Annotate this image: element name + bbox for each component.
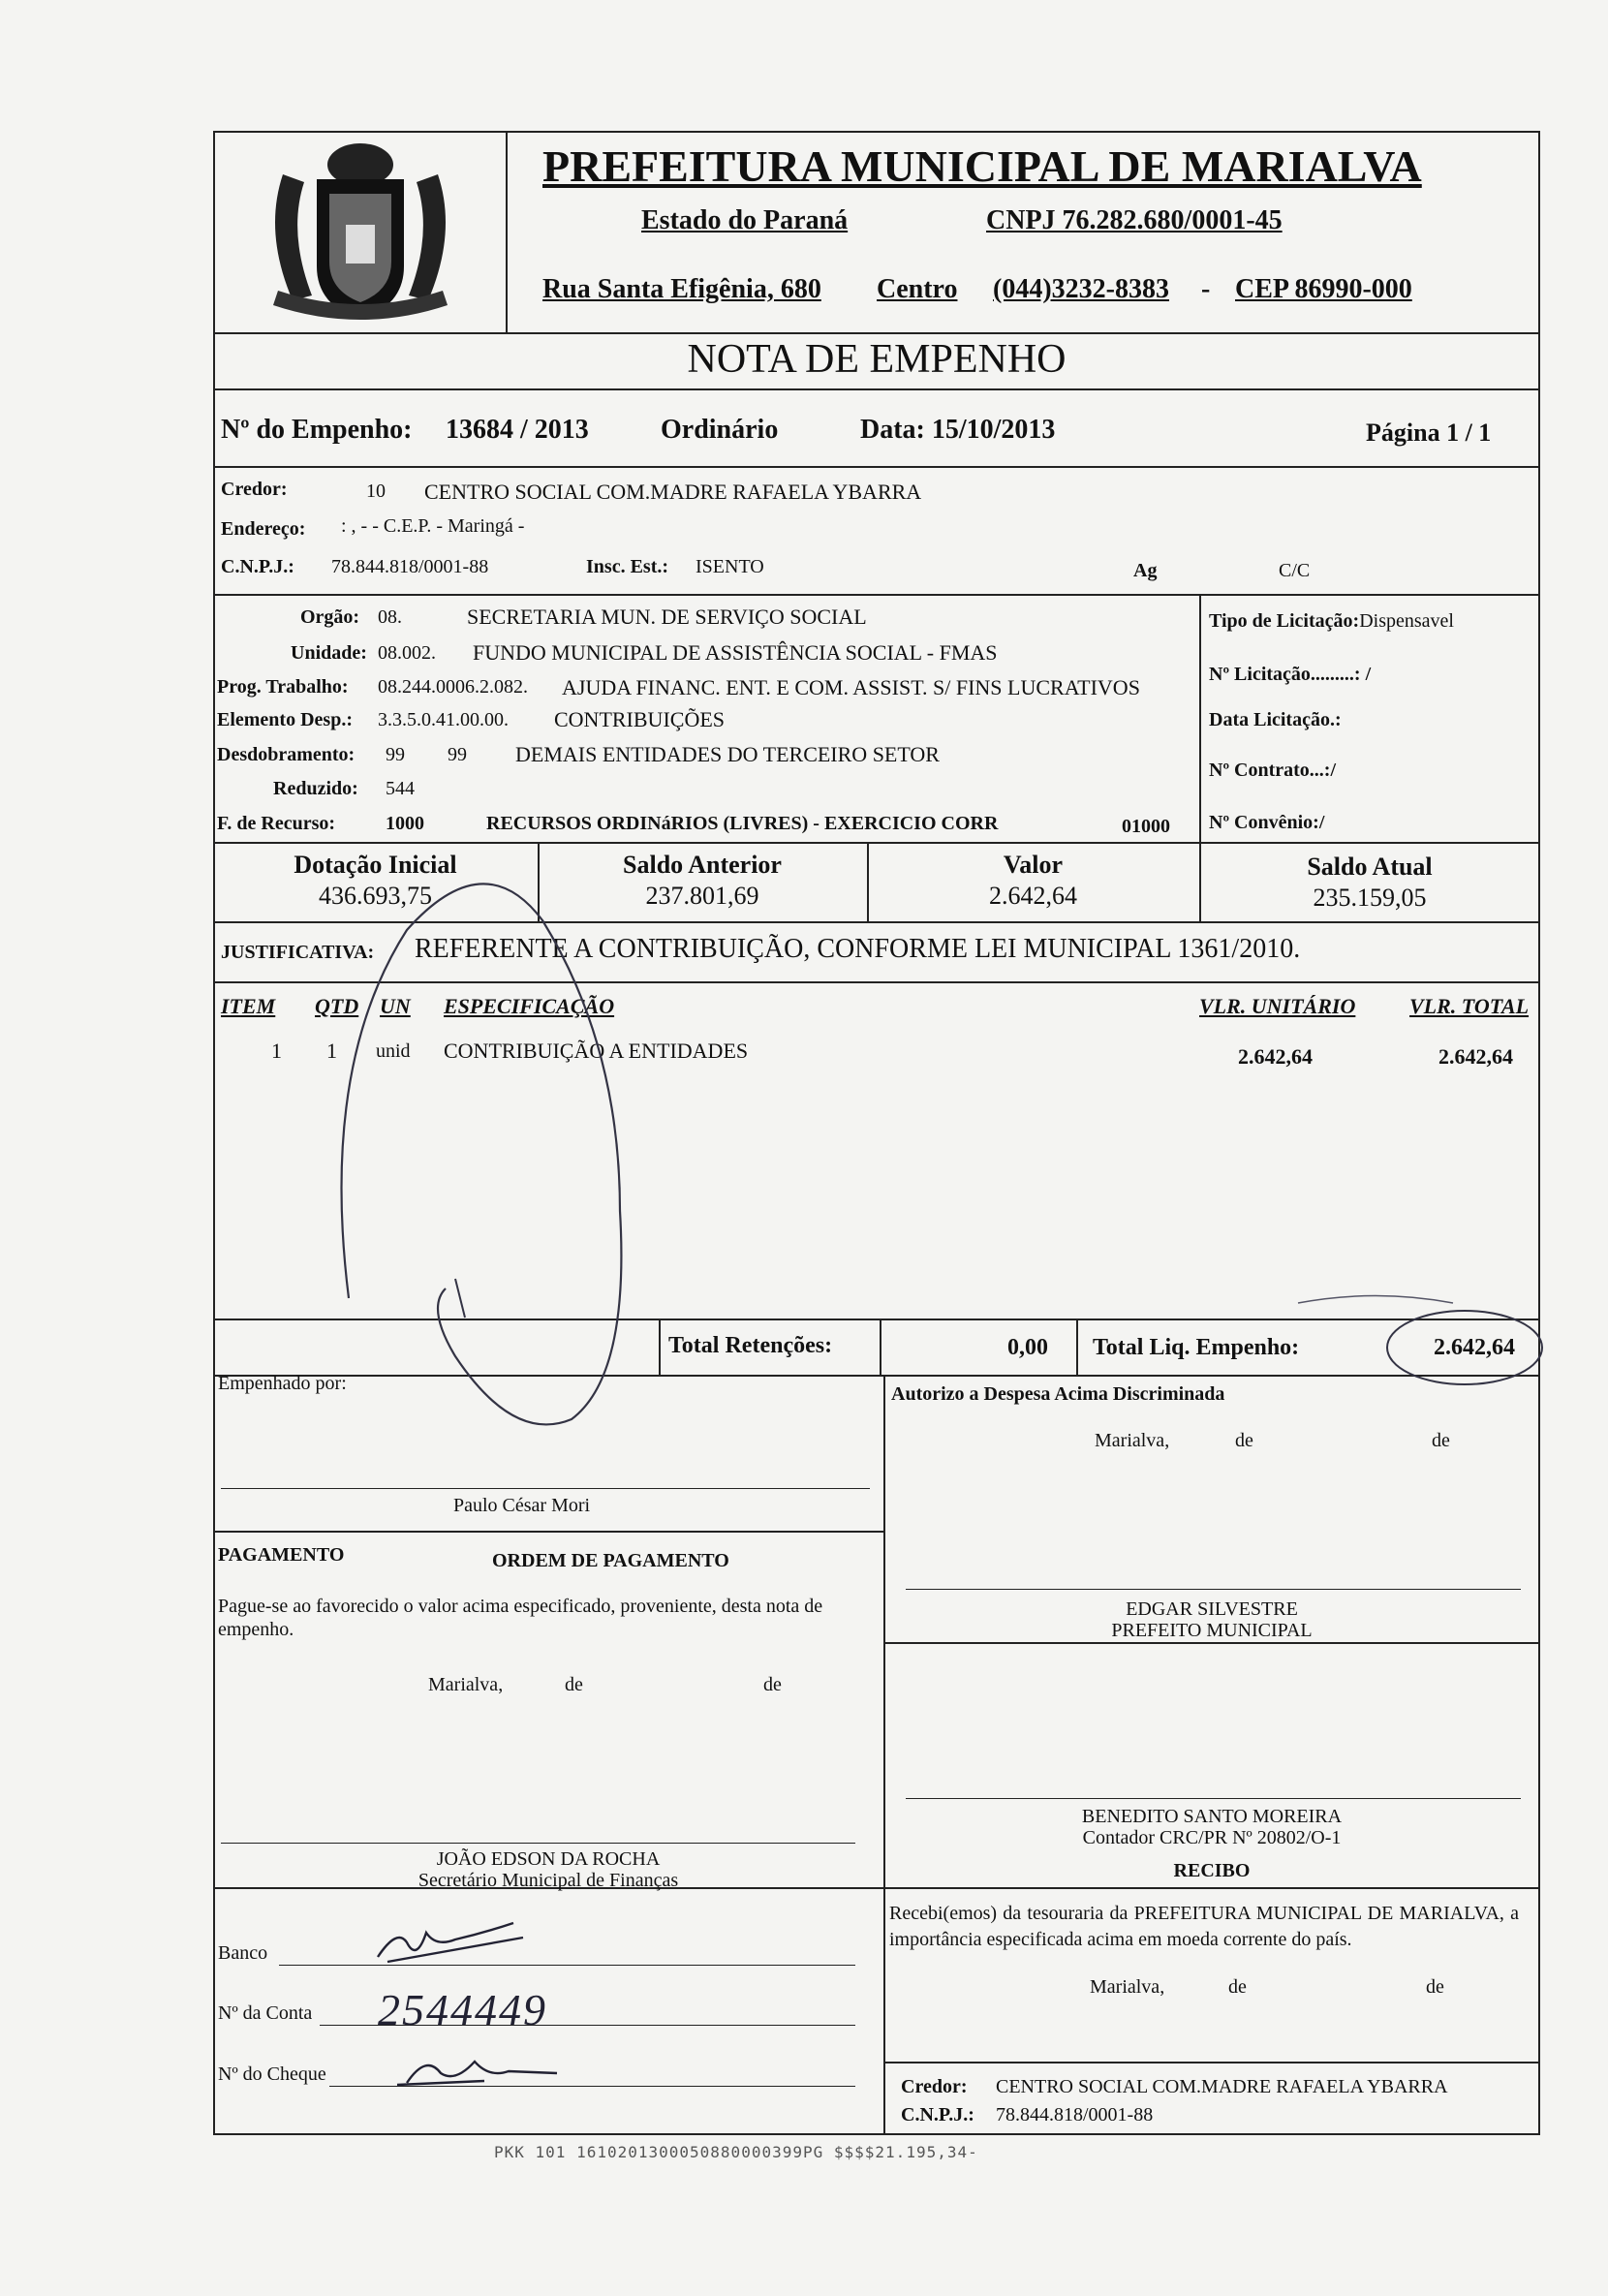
empenhado-label: Empenhado por: (218, 1373, 347, 1394)
unidade-code: 08.002. (378, 642, 436, 664)
saldo-atual-label: Saldo Atual (1307, 853, 1433, 881)
elemento-code: 3.3.5.0.41.00.00. (378, 709, 509, 730)
pagamento-de-2: de (763, 1674, 782, 1695)
desdobramento-b: 99 (448, 744, 467, 765)
pagamento-de-1: de (565, 1674, 583, 1695)
estado: Estado do Paraná (641, 205, 849, 235)
credor-cnpj: 78.844.818/0001-88 (331, 556, 489, 577)
credor-name: CENTRO SOCIAL COM.MADRE RAFAELA YBARRA (424, 480, 922, 504)
valor-value: 2.642,64 (989, 882, 1077, 910)
orgao-label: Orgão: (300, 606, 360, 628)
conta-corrente-label: C/C (1279, 560, 1311, 581)
header-cep: CEP 86990-000 (1235, 274, 1412, 304)
numero-licitacao: Nº Licitação.........: / (1209, 664, 1372, 685)
row-item: 1 (271, 1039, 282, 1063)
orgao-name: SECRETARIA MUN. DE SERVIÇO SOCIAL (467, 605, 867, 629)
autorizo-label: Autorizo a Despesa Acima Discriminada (891, 1383, 1225, 1405)
row-total-value: 2.642,64 (1438, 1044, 1513, 1069)
prefeitura-title: PREFEITURA MUNICIPAL DE MARIALVA (542, 141, 1422, 191)
reduzido-value: 544 (386, 778, 415, 799)
recibo-de-1: de (1228, 1976, 1247, 1998)
recibo-credor-label: Credor: (901, 2076, 968, 2097)
prog-name: AJUDA FINANC. ENT. E COM. ASSIST. S/ FINS LUCRATIVOS (562, 675, 1140, 699)
saldo-anterior-value: 237.801,69 (645, 882, 759, 910)
prefeito-title: PREFEITO MUNICIPAL (1111, 1620, 1313, 1641)
tipo-licitacao-label: Tipo de Licitação: (1209, 610, 1360, 632)
autorizo-city: Marialva, (1095, 1430, 1170, 1451)
header-address: Rua Santa Efigênia, 680 (542, 274, 821, 304)
header-phone: (044)3232-8383 (993, 274, 1169, 304)
elemento-label: Elemento Desp.: (217, 709, 353, 730)
recurso-code: 1000 (386, 813, 424, 834)
page-number: Página 1 / 1 (1366, 419, 1492, 447)
insc-label: Insc. Est.: (586, 556, 669, 577)
header-centro: Centro (877, 274, 958, 304)
recibo-city: Marialva, (1090, 1976, 1165, 1998)
liq-label: Total Liq. Empenho: (1093, 1335, 1300, 1360)
desdobramento-a: 99 (386, 744, 405, 765)
header-dash: - (1201, 274, 1211, 304)
prog-label: Prog. Trabalho: (217, 676, 349, 698)
row-un: unid (376, 1040, 411, 1062)
row-spec: CONTRIBUIÇÃO A ENTIDADES (444, 1039, 749, 1063)
empenho-number: 13684 / 2013 (446, 415, 589, 445)
pague-text: Pague-se ao favorecido o valor acima especificado, proveniente, desta nota de empenho. (218, 1596, 823, 1640)
unidade-label: Unidade: (291, 642, 367, 664)
valor-label: Valor (1003, 851, 1064, 879)
saldo-anterior-label: Saldo Anterior (623, 851, 782, 879)
agencia-label: Ag (1133, 560, 1158, 581)
endereco-value: : , - - C.E.P. - Maringá - (341, 515, 525, 537)
header-cnpj: CNPJ 76.282.680/0001-45 (986, 205, 1283, 235)
recibo-cnpj-label: C.N.P.J.: (901, 2104, 974, 2125)
recibo-credor-name: CENTRO SOCIAL COM.MADRE RAFAELA YBARRA (996, 2076, 1448, 2097)
col-vlr-unitario: VLR. UNITÁRIO (1199, 994, 1356, 1018)
contador-name: BENEDITO SANTO MOREIRA (1081, 1806, 1343, 1827)
recibo-label: RECIBO (1173, 1860, 1251, 1881)
reduzido-label: Reduzido: (273, 778, 358, 799)
col-vlr-total: VLR. TOTAL (1409, 994, 1530, 1018)
desdobramento-name: DEMAIS ENTIDADES DO TERCEIRO SETOR (515, 742, 940, 766)
tipo-licitacao-value: Dispensavel (1359, 610, 1454, 632)
saldo-atual-value: 235.159,05 (1313, 884, 1427, 912)
elemento-name: CONTRIBUIÇÕES (554, 707, 726, 731)
dotacao-value: 436.693,75 (319, 882, 432, 910)
recibo-text: Recebi(emos) da tesouraria da PREFEITURA MUNICIPAL DE MARIALVA, a importância especificada acima em moeda corrente do país. (889, 1903, 1519, 1950)
autorizo-de-2: de (1432, 1430, 1450, 1451)
liq-value: 2.642,64 (1434, 1335, 1515, 1360)
cheque-label: Nº do Cheque (218, 2063, 326, 2085)
secretario-title: Secretário Municipal de Finanças (417, 1870, 679, 1891)
justificativa-label: JUSTIFICATIVA: (221, 942, 375, 963)
col-qtd: QTD (315, 994, 359, 1018)
banco-label: Banco (218, 1942, 268, 1964)
insc-value: ISENTO (696, 556, 764, 577)
empenho-date: Data: 15/10/2013 (860, 415, 1056, 445)
desdobramento-label: Desdobramento: (217, 744, 356, 765)
endereco-label: Endereço: (221, 518, 306, 540)
numero-convenio: Nº Convênio:/ (1209, 812, 1325, 833)
prog-code: 08.244.0006.2.082. (378, 676, 528, 698)
dotacao-label: Dotação Inicial (294, 851, 457, 879)
contador-title: Contador CRC/PR Nº 20802/O-1 (1082, 1827, 1342, 1848)
recibo-cnpj: 78.844.818/0001-88 (996, 2104, 1154, 2125)
empenho-type: Ordinário (661, 415, 779, 445)
empenhado-name: Paulo César Mori (453, 1495, 591, 1516)
autorizo-de-1: de (1235, 1430, 1253, 1451)
unidade-name: FUNDO MUNICIPAL DE ASSISTÊNCIA SOCIAL - FMAS (473, 640, 998, 665)
orgao-code: 08. (378, 606, 402, 628)
justificativa-text: REFERENTE A CONTRIBUIÇÃO, CONFORME LEI MUNICIPAL 1361/2010. (415, 934, 1301, 964)
doc-title: NOTA DE EMPENHO (687, 337, 1067, 382)
retencoes-value: 0,00 (1007, 1335, 1048, 1360)
credor-label: Credor: (221, 479, 288, 500)
col-item: ITEM (221, 994, 276, 1018)
recurso-name: RECURSOS ORDINáRIOS (LIVRES) - EXERCICIO CORR (486, 813, 999, 834)
pagamento-city: Marialva, (428, 1674, 504, 1695)
ordem-pagamento-label: ORDEM DE PAGAMENTO (492, 1550, 729, 1571)
pagamento-label: PAGAMENTO (218, 1544, 345, 1566)
data-licitacao: Data Licitação.: (1209, 709, 1342, 730)
cnpj-label: C.N.P.J.: (221, 556, 294, 577)
conta-label: Nº da Conta (218, 2002, 313, 2024)
recibo-de-2: de (1426, 1976, 1444, 1998)
empenho-label: Nº do Empenho: (221, 415, 413, 445)
prefeito-name: EDGAR SILVESTRE (1126, 1598, 1298, 1620)
row-qtd: 1 (326, 1039, 337, 1063)
secretario-name: JOÃO EDSON DA ROCHA (436, 1848, 661, 1870)
footer-code: PKK 101 1610201300050880000399PG $$$$21.195,34- (494, 2143, 978, 2161)
col-un: UN (380, 994, 411, 1018)
recurso-label: F. de Recurso: (217, 813, 336, 834)
numero-contrato: Nº Contrato...:/ (1209, 760, 1337, 781)
handwritten-account-number: 2544449 (378, 1985, 547, 2034)
recurso-tail: 01000 (1122, 816, 1170, 837)
row-unit-value: 2.642,64 (1238, 1044, 1313, 1069)
credor-code: 10 (366, 481, 386, 502)
col-especificacao: ESPECIFICAÇÃO (444, 994, 615, 1018)
retencoes-label: Total Retenções: (668, 1333, 833, 1358)
